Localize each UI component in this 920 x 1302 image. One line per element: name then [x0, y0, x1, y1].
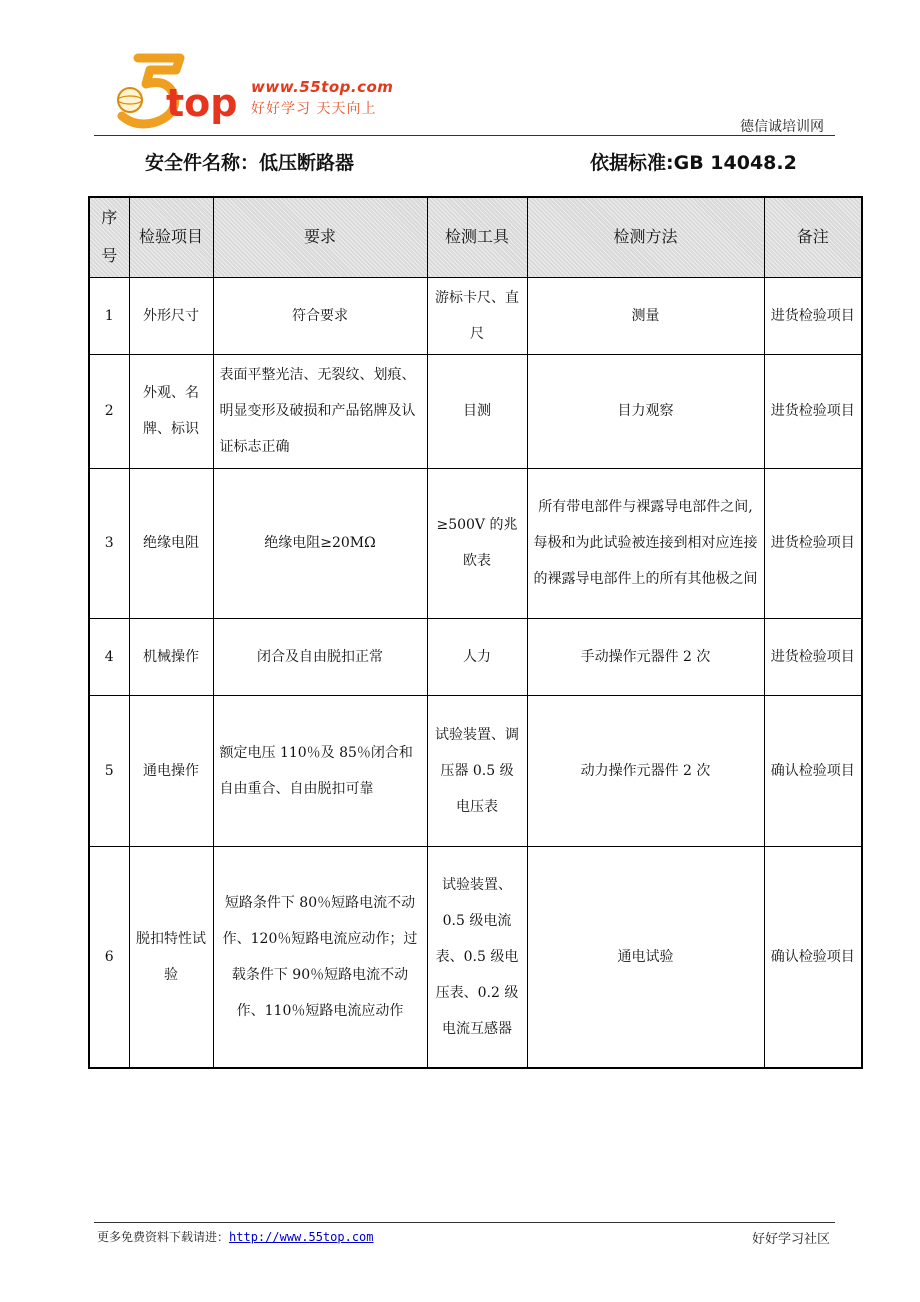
- cell-item: 机械操作: [129, 618, 213, 695]
- logo-graphic-icon: [108, 52, 253, 132]
- cell-requirement: 闭合及自由脱扣正常: [213, 618, 427, 695]
- footer-left-text: 更多免费资料下载请进：: [97, 1230, 230, 1244]
- cell-tool: 试验装置、0.5 级电流表、0.5 级电压表、0.2 级电流互感器: [427, 846, 527, 1068]
- svg-text:top: top: [166, 81, 238, 125]
- cell-no: 6: [89, 846, 129, 1068]
- header-cell: 备注: [764, 197, 862, 277]
- cell-method: 目力观察: [527, 354, 764, 468]
- cell-note: 进货检验项目: [764, 277, 862, 354]
- cell-item: 外形尺寸: [129, 277, 213, 354]
- cell-method: 所有带电部件与裸露导电部件之间,每极和为此试验被连接到相对应连接的裸露导电部件上的所有其他极之间: [527, 468, 764, 618]
- cell-no: 2: [89, 354, 129, 468]
- cell-requirement: 额定电压 110％及 85％闭合和自由重合、自由脱扣可靠: [213, 695, 427, 846]
- header-cell: 要求: [213, 197, 427, 277]
- header-cell: 检验项目: [129, 197, 213, 277]
- cell-requirement: 表面平整光洁、无裂纹、划痕、明显变形及破损和产品铭牌及认证标志正确: [213, 354, 427, 468]
- standard-title: 依据标准:GB 14048.2: [590, 152, 797, 174]
- cell-no: 1: [89, 277, 129, 354]
- cell-item: 外观、名牌、标识: [129, 354, 213, 468]
- table-row: [89, 695, 862, 846]
- header-divider: [94, 135, 835, 136]
- site-logo[interactable]: [108, 52, 418, 132]
- cell-tool: 游标卡尺、直尺: [427, 277, 527, 354]
- header-site-name: 德信诚培训网: [740, 119, 824, 135]
- header-cell: 检测方法: [527, 197, 764, 277]
- cell-note: 确认检验项目: [764, 846, 862, 1068]
- cell-note: 进货检验项目: [764, 354, 862, 468]
- cell-tool: 目测: [427, 354, 527, 468]
- inspection-table: [88, 196, 863, 1069]
- cell-method: 测量: [527, 277, 764, 354]
- cell-tool: ≥500V 的兆欧表: [427, 468, 527, 618]
- cell-item: 脱扣特性试验: [129, 846, 213, 1068]
- cell-requirement: 绝缘电阻≥20MΩ: [213, 468, 427, 618]
- logo-slogan-text: 好好学习 天天向上: [251, 101, 377, 117]
- cell-tool: 人力: [427, 618, 527, 695]
- cell-no: 4: [89, 618, 129, 695]
- cell-requirement: 符合要求: [213, 277, 427, 354]
- table-row: [89, 846, 862, 1068]
- table-header-row: [89, 197, 862, 277]
- footer-divider: [94, 1222, 835, 1223]
- table-row: [89, 354, 862, 468]
- header-cell: 序号: [89, 197, 129, 277]
- cell-method: 动力操作元器件 2 次: [527, 695, 764, 846]
- header-cell: 检测工具: [427, 197, 527, 277]
- cell-note: 进货检验项目: [764, 618, 862, 695]
- cell-tool: 试验装置、调压器 0.5 级电压表: [427, 695, 527, 846]
- cell-method: 手动操作元器件 2 次: [527, 618, 764, 695]
- table-row: [89, 277, 862, 354]
- cell-method: 通电试验: [527, 846, 764, 1068]
- footer-community: 好好学习社区: [751, 1232, 830, 1247]
- cell-no: 3: [89, 468, 129, 618]
- cell-item: 通电操作: [129, 695, 213, 846]
- cell-requirement: 短路条件下 80％短路电流不动作、120％短路电流应动作；过载条件下 90％短路电流不动作、110％短路电流应动作: [213, 846, 427, 1068]
- cell-item: 绝缘电阻: [129, 468, 213, 618]
- logo-url-text: www.55top.com: [251, 78, 394, 96]
- table-row: [89, 618, 862, 695]
- footer-download-note: [97, 1228, 374, 1245]
- footer-link[interactable]: http://www.55top.com: [229, 1230, 374, 1244]
- part-name-title: 安全件名称：低压断路器: [145, 152, 355, 174]
- table-row: [89, 468, 862, 618]
- cell-note: 进货检验项目: [764, 468, 862, 618]
- cell-note: 确认检验项目: [764, 695, 862, 846]
- cell-no: 5: [89, 695, 129, 846]
